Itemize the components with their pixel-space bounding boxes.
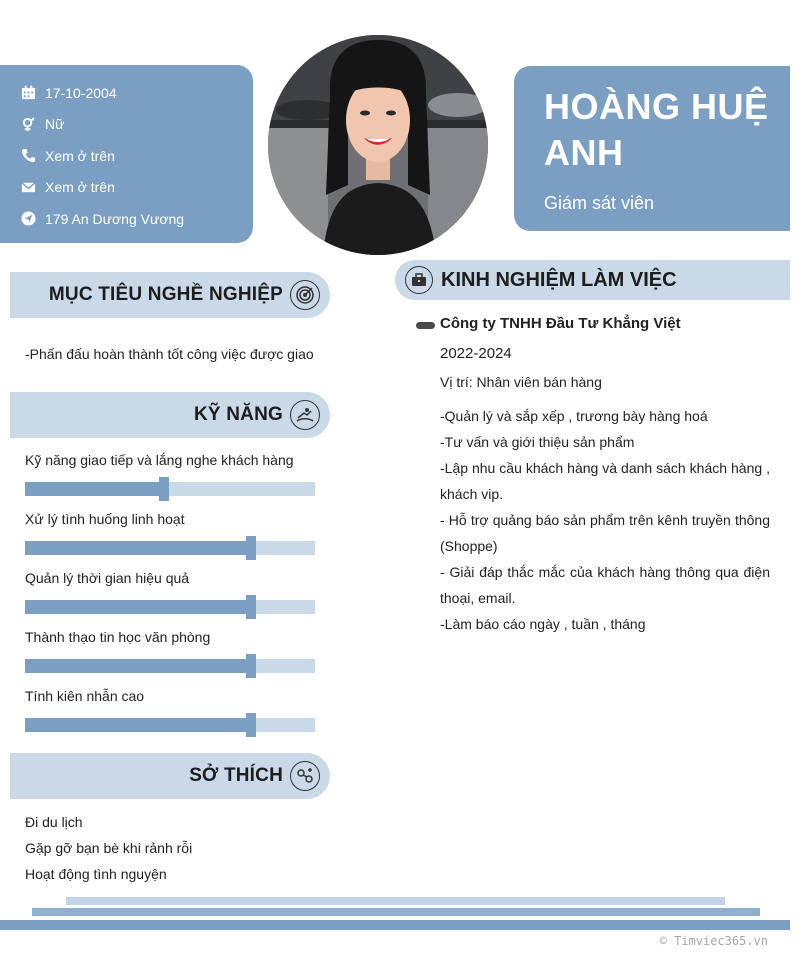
objective-text: -Phấn đấu hoàn thành tốt công việc được giao [25, 346, 314, 362]
skill-bar-knob [246, 536, 256, 560]
skill-bar-knob [246, 595, 256, 619]
contact-phone [20, 140, 253, 172]
briefcase-icon [405, 266, 433, 294]
skill-label: Tính kiên nhẫn cao [25, 688, 145, 704]
skill-icon [290, 400, 320, 430]
skill-bar-knob [246, 654, 256, 678]
hobby-item: Hoạt động tình nguyện [25, 866, 167, 882]
skill-bar [25, 482, 315, 496]
hobby-icon [290, 761, 320, 791]
job-title: Giám sát viên [544, 193, 655, 213]
duty-item: -Quản lý và sắp xếp , trương bày hàng hoá [440, 408, 708, 424]
email-text: Xem ở trên [45, 179, 115, 196]
mail-icon [20, 179, 36, 195]
skill-label: Thành thạo tin học văn phòng [25, 629, 211, 645]
duty-item: - Giải đáp thắc mắc của khách hàng thông qua điện thoại, email. [440, 564, 770, 606]
watermark: © Timviec365.vn [659, 934, 768, 948]
contact-birthday [20, 77, 253, 109]
experience-header [395, 260, 790, 300]
experience-title: KINH NGHIỆM LÀM VIỆC [441, 268, 677, 291]
skills-header [10, 392, 330, 438]
duty-item: -Lập nhu cầu khách hàng và danh sách khách hàng , khách vip. [440, 460, 770, 502]
footer-bar [0, 920, 790, 930]
skill-bar [25, 600, 315, 614]
duty-item: -Tư vấn và giới thiệu sản phẩm [440, 434, 635, 450]
experience-company: Công ty TNHH Đầu Tư Khẳng Việt [440, 315, 681, 332]
skill-bar [25, 659, 315, 673]
skill-bar-knob [246, 713, 256, 737]
skill-label: Kỹ năng giao tiếp và lắng nghe khách hàng [25, 452, 294, 468]
contact-address [20, 203, 253, 235]
skills-title: KỸ NĂNG [193, 404, 283, 425]
experience-position: Vị trí: Nhân viên bán hàng [440, 374, 602, 390]
phone-icon [20, 148, 36, 164]
skill-bar-fill [25, 482, 164, 496]
phone-text: Xem ở trên [45, 147, 115, 164]
contact-email [20, 172, 253, 204]
hobby-item: Đi du lịch [25, 814, 83, 830]
hobbies-header [10, 753, 330, 799]
skill-item [25, 688, 315, 732]
skill-item [25, 570, 315, 614]
skill-label: Xử lý tình huống linh hoạt [25, 511, 185, 527]
hobbies-title: SỞ THÍCH [189, 765, 283, 786]
hobbies-list [25, 813, 192, 891]
gender-icon [20, 116, 36, 132]
skill-item [25, 511, 315, 555]
experience-period: 2022-2024 [440, 345, 512, 362]
footer-bar [32, 908, 760, 916]
footer-bar [66, 897, 725, 905]
gender-text: Nữ [45, 116, 65, 133]
location-icon [20, 211, 36, 227]
avatar [268, 35, 488, 255]
birthday-text: 17-10-2004 [45, 84, 117, 101]
duty-item: - Hỗ trợ quảng báo sản phẩm trên kênh truyền thông (Shoppe) [440, 512, 770, 554]
duty-item: -Làm báo cáo ngày , tuần , tháng [440, 616, 646, 632]
name-card [514, 66, 790, 231]
hobby-item: Gặp gỡ bạn bè khi rảnh rỗi [25, 840, 193, 856]
full-name: HOÀNG HUỆ ANH [544, 86, 769, 173]
target-icon [290, 280, 320, 310]
skill-bar-knob [159, 477, 169, 501]
skill-bar-fill [25, 600, 251, 614]
objective-header [10, 272, 330, 318]
skill-bar-fill [25, 541, 251, 555]
skill-bar [25, 718, 315, 732]
skill-item [25, 452, 315, 496]
skill-bar-fill [25, 659, 251, 673]
skill-bar-fill [25, 718, 251, 732]
address-text: 179 An Dương Vương [45, 210, 185, 227]
skill-label: Quản lý thời gian hiệu quả [25, 570, 190, 586]
skill-bar [25, 541, 315, 555]
experience-bullet [416, 322, 435, 329]
experience-duties [440, 403, 770, 637]
contact-gender [20, 109, 253, 141]
contact-card [0, 65, 253, 243]
skill-item [25, 629, 315, 673]
objective-title: MỤC TIÊU NGHỀ NGHIỆP [48, 284, 283, 305]
calendar-icon [20, 85, 36, 101]
